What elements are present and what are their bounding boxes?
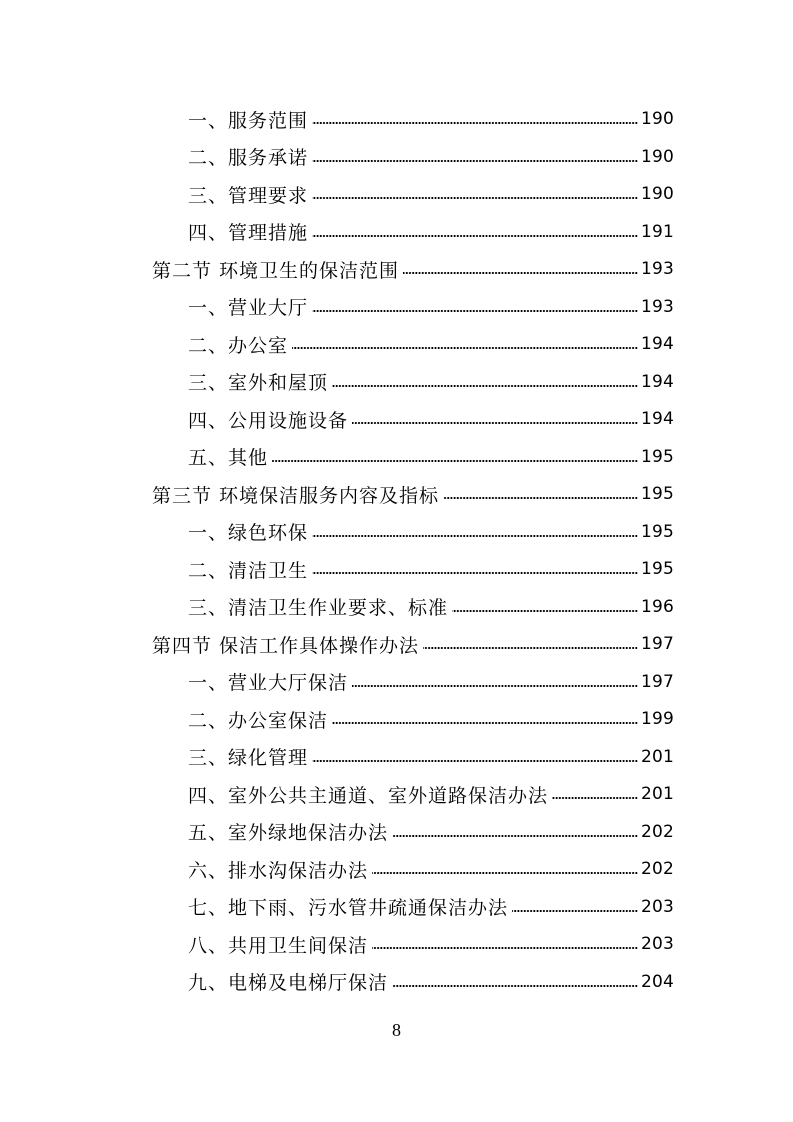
toc-entry-page: 190 bbox=[640, 146, 674, 167]
toc-entry-title: 一、营业大厅 bbox=[188, 297, 309, 319]
toc-entry-page: 194 bbox=[640, 409, 674, 429]
toc-item-entry[interactable] bbox=[188, 513, 674, 550]
toc-entry-title: 九、电梯及电梯厅保洁 bbox=[188, 972, 389, 994]
toc-entry-page: 191 bbox=[640, 221, 674, 242]
toc-entry-title: 第二节 环境卫生的保洁范围 bbox=[152, 259, 400, 282]
toc-item-entry[interactable] bbox=[188, 738, 674, 775]
toc-entry-title: 三、室外和屋顶 bbox=[188, 372, 329, 394]
toc-entry-title: 二、办公室 bbox=[188, 334, 289, 357]
toc-dot-leader bbox=[392, 832, 638, 840]
toc-item-entry[interactable] bbox=[188, 926, 674, 963]
toc-dot-leader bbox=[372, 869, 638, 877]
toc-entry-page: 203 bbox=[640, 896, 674, 917]
toc-dot-leader bbox=[312, 157, 638, 165]
toc-entry-page: 193 bbox=[640, 296, 674, 317]
toc-entry-page: 201 bbox=[640, 784, 674, 804]
toc-section-entry[interactable] bbox=[152, 626, 674, 663]
toc-dot-leader bbox=[332, 382, 638, 390]
toc-dot-leader bbox=[312, 194, 638, 202]
toc-entry-page: 193 bbox=[640, 259, 674, 279]
toc-item-entry[interactable] bbox=[188, 851, 674, 888]
toc-entry-title: 四、公用设施设备 bbox=[188, 409, 349, 432]
toc-entry-page: 194 bbox=[640, 371, 674, 392]
toc-item-entry[interactable] bbox=[188, 138, 674, 175]
toc-entry-title: 第三节 环境保洁服务内容及指标 bbox=[152, 484, 440, 507]
toc-item-entry[interactable] bbox=[188, 588, 674, 625]
toc-entry-page: 204 bbox=[640, 971, 674, 992]
toc-item-entry[interactable] bbox=[188, 101, 674, 138]
toc-dot-leader bbox=[403, 269, 638, 277]
toc-dot-leader bbox=[552, 794, 638, 802]
toc-section-entry[interactable] bbox=[152, 476, 674, 513]
toc-item-entry[interactable] bbox=[188, 963, 674, 1000]
toc-entry-page: 199 bbox=[640, 709, 674, 729]
toc-dot-leader bbox=[443, 494, 638, 502]
toc-item-entry[interactable] bbox=[188, 213, 674, 250]
toc-entry-title: 一、营业大厅保洁 bbox=[188, 672, 349, 694]
toc-entry-page: 195 bbox=[640, 521, 674, 542]
toc-item-entry[interactable] bbox=[188, 663, 674, 700]
toc-dot-leader bbox=[312, 232, 638, 240]
toc-item-entry[interactable] bbox=[188, 363, 674, 400]
toc-item-entry[interactable] bbox=[188, 701, 674, 738]
toc-entry-page: 195 bbox=[640, 559, 674, 579]
toc-item-entry[interactable] bbox=[188, 888, 674, 925]
toc-entry-page: 196 bbox=[640, 596, 674, 617]
toc-entry-page: 190 bbox=[640, 109, 674, 129]
toc-dot-leader bbox=[332, 719, 638, 727]
toc-dot-leader bbox=[312, 757, 638, 765]
toc-entry-title: 二、办公室保洁 bbox=[188, 709, 329, 732]
toc-dot-leader bbox=[312, 532, 638, 540]
toc-entry-page: 190 bbox=[640, 184, 674, 204]
toc-item-entry[interactable] bbox=[188, 551, 674, 588]
toc-entry-page: 197 bbox=[640, 634, 674, 654]
toc-entry-page: 195 bbox=[640, 446, 674, 467]
toc-item-entry[interactable] bbox=[188, 176, 674, 213]
toc-item-entry[interactable] bbox=[188, 288, 674, 325]
toc-dot-leader bbox=[352, 419, 638, 427]
toc-dot-leader bbox=[312, 307, 638, 315]
toc-entry-title: 三、绿化管理 bbox=[188, 747, 309, 769]
toc-dot-leader bbox=[352, 682, 638, 690]
toc-entry-title: 第四节 保洁工作具体操作办法 bbox=[152, 634, 420, 657]
toc-item-entry[interactable] bbox=[188, 401, 674, 438]
toc-dot-leader bbox=[272, 457, 638, 465]
toc-entry-title: 五、室外绿地保洁办法 bbox=[188, 822, 389, 844]
toc-entry-title: 八、共用卫生间保洁 bbox=[188, 934, 369, 957]
toc-dot-leader bbox=[312, 119, 638, 127]
toc-dot-leader bbox=[312, 569, 638, 577]
toc-dot-leader bbox=[392, 982, 638, 990]
toc-entry-title: 一、服务范围 bbox=[188, 109, 309, 132]
toc-entry-title: 二、清洁卫生 bbox=[188, 559, 309, 582]
toc-entry-page: 201 bbox=[640, 746, 674, 767]
toc-dot-leader bbox=[372, 944, 638, 952]
toc-entry-page: 194 bbox=[640, 334, 674, 354]
toc-entry-title: 四、管理措施 bbox=[188, 222, 309, 244]
toc-entry-page: 203 bbox=[640, 934, 674, 954]
toc-entry-title: 六、排水沟保洁办法 bbox=[188, 859, 369, 882]
toc-entry-page: 197 bbox=[640, 671, 674, 692]
toc-dot-leader bbox=[452, 607, 638, 615]
toc-entry-page: 195 bbox=[640, 484, 674, 504]
toc-section-entry[interactable] bbox=[152, 251, 674, 288]
toc-entry-title: 五、其他 bbox=[188, 447, 269, 469]
toc-entry-page: 202 bbox=[640, 859, 674, 879]
toc-item-entry[interactable] bbox=[188, 326, 674, 363]
toc-entry-title: 七、地下雨、污水管井疏通保洁办法 bbox=[188, 897, 509, 919]
toc-entry-title: 三、管理要求 bbox=[188, 184, 309, 207]
toc-dot-leader bbox=[423, 644, 638, 652]
page-number: 8 bbox=[392, 1020, 401, 1040]
toc-item-entry[interactable] bbox=[188, 776, 674, 813]
toc-entry-page: 202 bbox=[640, 821, 674, 842]
toc-item-entry[interactable] bbox=[188, 813, 674, 850]
toc-entry-title: 四、室外公共主通道、室外道路保洁办法 bbox=[188, 784, 549, 807]
toc-dot-leader bbox=[512, 907, 638, 915]
toc-dot-leader bbox=[292, 344, 638, 352]
toc-entry-title: 一、绿色环保 bbox=[188, 522, 309, 544]
toc-item-entry[interactable] bbox=[188, 438, 674, 475]
toc-entry-title: 三、清洁卫生作业要求、标准 bbox=[188, 597, 449, 619]
toc-entry-title: 二、服务承诺 bbox=[188, 147, 309, 169]
